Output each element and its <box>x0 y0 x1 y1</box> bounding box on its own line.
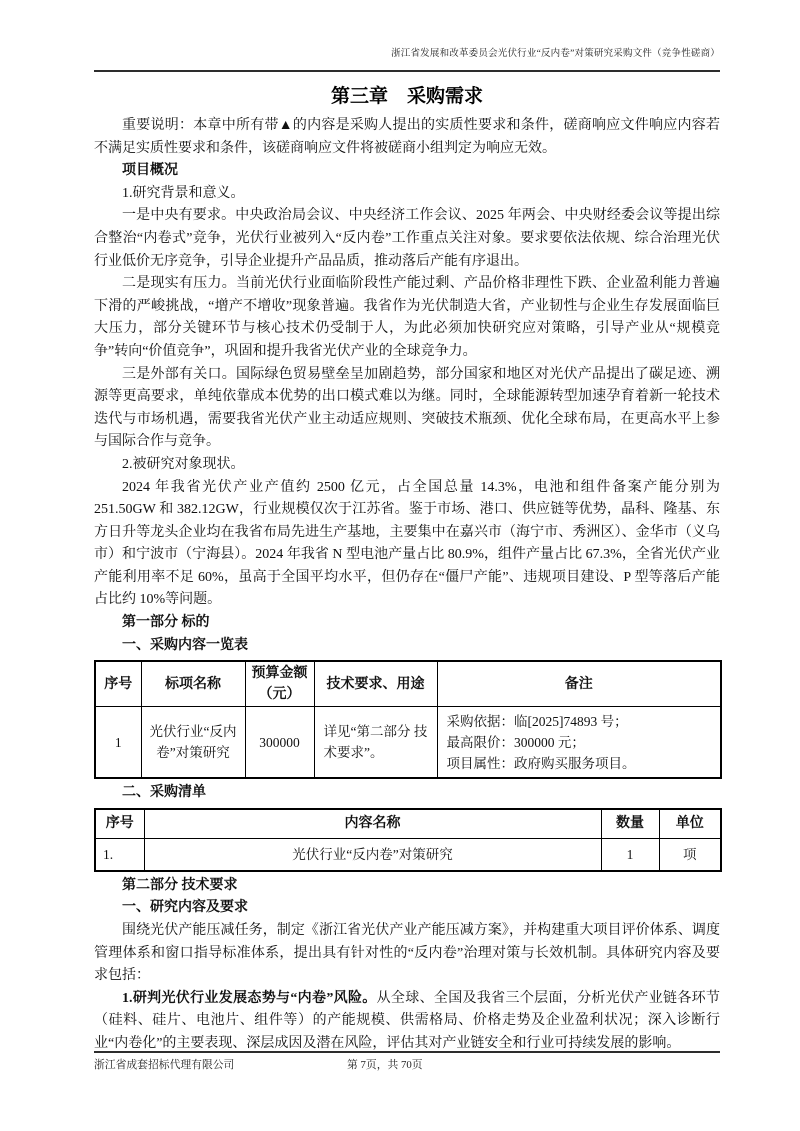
table1-header-row <box>95 661 721 707</box>
remark-basis: 采购依据：临[2025]74893 号； <box>446 713 628 729</box>
procurement-list-table <box>94 808 722 872</box>
research-item1-lead: 1.研判光伏行业发展态势与“内卷”风险。 <box>122 990 377 1006</box>
subheading-research-object: 2.被研究对象现状。 <box>122 456 245 472</box>
heading-procurement-content-table: 一、采购内容一览表 <box>122 637 248 653</box>
footer-divider <box>94 1051 720 1053</box>
para-reality-pressure: 二是现实有压力。当前光伏行业面临阶段性产能过剩、产品价格非理性下跌、企业盈利能力普遍下滑的严峻挑战，“增产不增收”现象普遍。我省作为光伏制造大省，产业韧性与企业生存发展面临巨大压力，部分关键环节与核心技术仍受制于人，为此必须加快研究应对策略，引导产业从“规模竞争”转向“价值竞争”，巩固和提升我省光伏产业的全球竞争力。 <box>94 276 720 359</box>
table2-header-unit: 单位 <box>659 809 721 839</box>
heading-procurement-list: 二、采购清单 <box>122 785 206 801</box>
footer-page-number: 第 7页，共 70页 <box>347 1059 423 1071</box>
table1-cell-item-name: 光伏行业“反内卷”对策研究 <box>141 707 245 779</box>
table2-cell-qty: 1 <box>601 838 659 871</box>
remark-price-limit: 最高限价：300000 元； <box>446 734 585 750</box>
table2-header-row <box>95 809 721 839</box>
subheading-research-background: 1.研究背景和意义。 <box>122 185 245 201</box>
table2-header-no: 序号 <box>95 809 144 839</box>
heading-part1: 第一部分 标的 <box>122 615 210 631</box>
para-research-item1 <box>94 988 720 1056</box>
table2-cell-no: 1. <box>95 838 144 871</box>
table1-cell-no: 1 <box>95 707 141 779</box>
table1-header-remark: 备注 <box>437 661 721 707</box>
table1-header-item-name: 标项名称 <box>141 661 245 707</box>
para-part2-intro: 围绕光伏产能压减任务，制定《浙江省光伏产业产能压减方案》，并构建重大项目评价体系、调度管理体系和窗口指导标准体系，提出具有针对性的“反内卷”治理对策与长效机制。具体研究内容及要求包括： <box>94 923 720 984</box>
header-divider <box>94 70 720 72</box>
table1-data-row <box>95 707 721 779</box>
chapter-title: 第三章 采购需求 <box>330 86 483 107</box>
heading-project-overview: 项目概况 <box>122 163 178 179</box>
table1-cell-tech: 详见“第二部分 技术要求”。 <box>314 707 437 779</box>
remark-project-type: 项目属性：政府购买服务项目。 <box>446 755 636 771</box>
table2-cell-content-name: 光伏行业“反内卷”对策研究 <box>144 838 601 871</box>
table2-data-row <box>95 838 721 871</box>
para-industry-status: 2024 年我省光伏产业产值约 2500 亿元，占全国总量 14.3%，电池和组件备案产能分别为 251.50GW 和 382.12GW，行业规模仅次于江苏省。鉴于市场、港口、供应链等优势，晶科、隆基、东方日升等龙头企业均在我省布局先进生产基地，主要集中在嘉兴市（海宁市、秀洲区）、金华市（义乌市）和宁波市（宁海县）。2024 年我省 N 型电池产量占比 80.9%，组件产量占比 67.3%，全省光伏产业产能利用率不足 60%，虽高于全国平均水平，但仍存在“僵尸产能”、违规项目建设、P 型等落后产能占比约 10%等问题。 <box>94 479 720 608</box>
page-header-text: 浙江省发展和改革委员会光伏行业“反内卷”对策研究采购文件（竞争性磋商） <box>391 49 720 59</box>
page-footer <box>94 1058 720 1073</box>
document-body <box>94 115 720 1056</box>
table1-header-tech: 技术要求、用途 <box>314 661 437 707</box>
research-item1-body: 从全球、全国及我省三个层面，分析光伏产业链各环节（硅料、硅片、电池片、组件等）的产能规模、供需格局、价格走势及企业盈利状况；深入诊断行业“内卷化”的主要表现、深层成因及潜在风险，评估其对产业链安全和行业可持续发展的影响。 <box>94 990 721 1051</box>
para-external-barriers: 三是外部有关口。国际绿色贸易壁垒呈加剧趋势，部分国家和地区对光伏产品提出了碳足迹、溯源等更高要求，单纯依靠成本优势的出口模式难以为继。同时，全球能源转型加速孕育着新一轮技术迭代与市场机遇，需要我省光伏产业主动适应规则、突破技术瓶颈、优化全球布局，在更高水平上参与国际合作与竞争。 <box>94 366 720 450</box>
procurement-content-table <box>94 660 722 779</box>
table2-header-qty: 数量 <box>601 809 659 839</box>
table1-header-budget: 预算金额（元） <box>245 661 314 707</box>
table1-cell-budget: 300000 <box>245 707 314 779</box>
table1-header-no: 序号 <box>95 661 141 707</box>
para-central-requirements: 一是中央有要求。中央政治局会议、中央经济工作会议、2025 年两会、中央财经委会议等提出综合整治“内卷式”竞争，光伏行业被列入“反内卷”工作重点关注对象。要求要依法依规、综合治理光伏行业低价无序竞争，引导企业提升产品品质，推动落后产能有序退出。 <box>94 208 720 269</box>
heading-part2: 第二部分 技术要求 <box>122 877 238 893</box>
table2-cell-unit: 项 <box>659 838 721 871</box>
table1-cell-remark <box>437 707 721 779</box>
notice-paragraph: 重要说明：本章中所有带▲的内容是采购人提出的实质性要求和条件，磋商响应文件响应内容若不满足实质性要求和条件，该磋商响应文件将被磋商小组判定为响应无效。 <box>94 118 720 156</box>
footer-company: 浙江省成套招标代理有限公司 <box>94 1059 235 1071</box>
table2-header-content-name: 内容名称 <box>144 809 601 839</box>
heading-research-content: 一、研究内容及要求 <box>122 900 248 916</box>
